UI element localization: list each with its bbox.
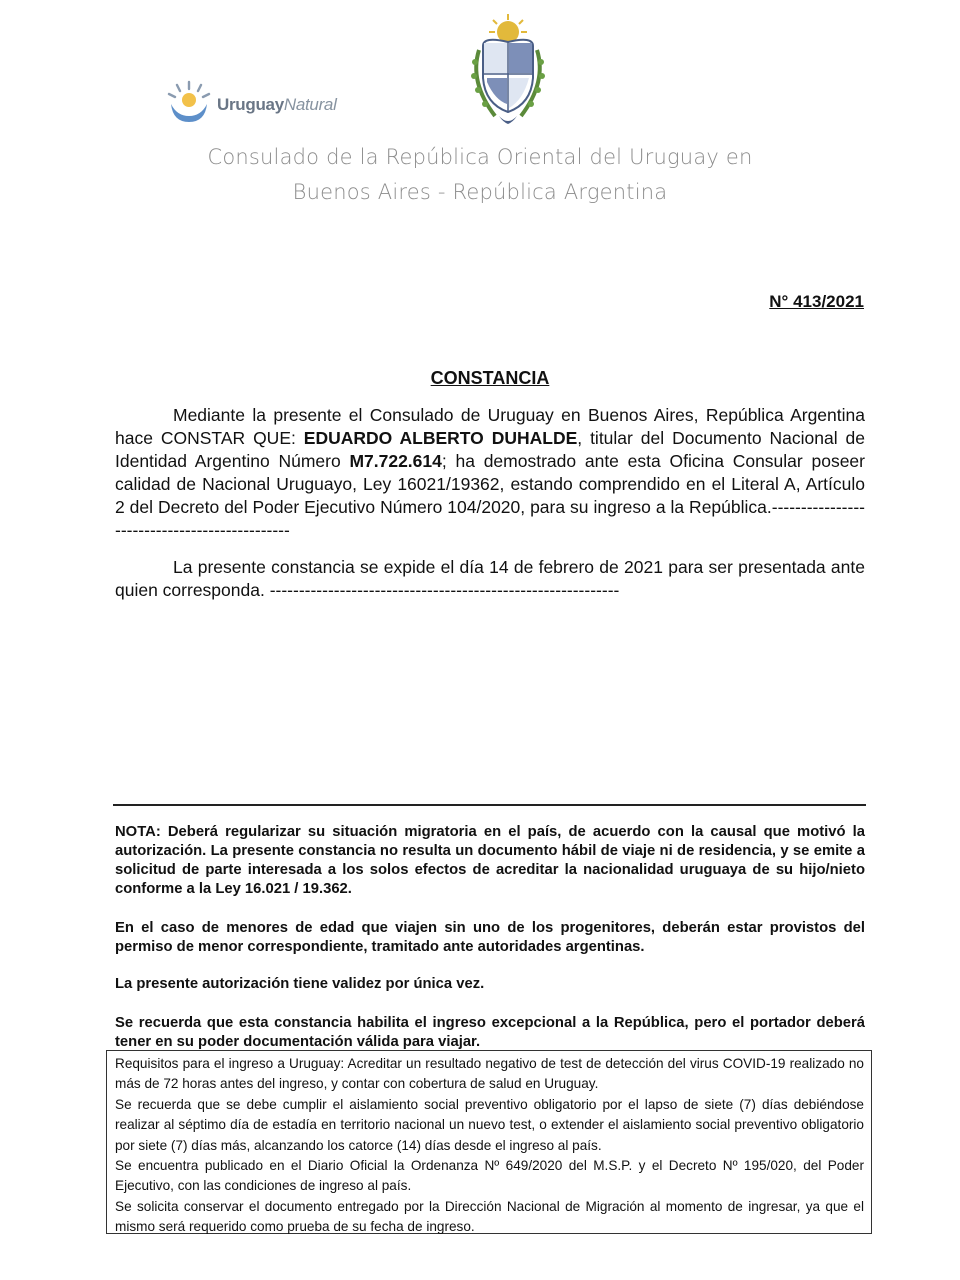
coat-of-arms-emblem (465, 12, 551, 130)
requirement-item: Requisitos para el ingreso a Uruguay: Acreditar un resultado negativo de test de detección del virus COVID-19 realizado no más de 72 horas antes del ingreso, y contar con cobertura de salud en Uruguay. (115, 1056, 864, 1092)
document-title: CONSTANCIA (430, 368, 550, 388)
holder-name: EDUARDO ALBERTO DUHALDE (303, 428, 578, 448)
consulate-header-line-2: Buenos Aires - República Argentina (292, 180, 668, 204)
consulate-header-line-1: Consulado de la República Oriental del Uruguay en (207, 145, 753, 169)
document-number: N° 413/2021 (769, 292, 864, 311)
sun-icon (165, 78, 213, 126)
uruguay-natural-logo (165, 78, 337, 126)
entry-reminder-note: Se recuerda que esta constancia habilita el ingreso excepcional a la República, pero el portador deberá tener en su poder documentación válida para viajar. (115, 1015, 865, 1050)
holder-document-id: M7.722.614 (349, 451, 442, 471)
minors-note: En el caso de menores de edad que viajen sin uno de los progenitores, deberán estar provistos del permiso de menor correspondiente, tramitado ante autoridades argentinas. (115, 920, 865, 955)
requirement-item: Se recuerda que se debe cumplir el aislamiento social preventivo obligatorio por el lapso de siete (7) días debiéndose realizar al séptimo día de estadía en territorio nacional un nuevo test, o extender el aislamiento social preventivo obligatorio por siete (7) días más, alcanzando los catorce (14) días desde el ingreso al país. (115, 1096, 864, 1153)
requirement-item: Se encuentra publicado en el Diario Oficial la Ordenanza Nº 649/2020 del M.S.P. y el Decreto Nº 195/020, del Poder Ejecutivo, con las condiciones de ingreso al país. (115, 1158, 864, 1194)
validity-note: La presente autorización tiene validez por única vez. (115, 976, 485, 992)
main-paragraph: Mediante la presente el Consulado de Uruguay en Buenos Aires, República Argentina hace CONSTAR QUE: EDUARDO ALBERTO DUHALDE, titular del Documento Nacional de Identidad Argentino Número M7.722.614; ha demostrado ante esta Oficina Consular poseer calidad de Nacional Uruguayo, Ley 16021/19362, estando comprendido en el Literal A, Artículo 2 del Decreto del Poder Ejecutivo Número 104/2020, para su ingreso a la República.---------------------------------------------- (115, 405, 865, 540)
requirement-item: Se solicita conservar el documento entregado por la Dirección Nacional de Migración al momento de ingresar, ya que el mismo será requerido como prueba de su fecha de ingreso. (115, 1198, 864, 1235)
note-paragraph: NOTA: Deberá regularizar su situación migratoria en el país, de acuerdo con la causal que motivó la autorización. La presente constancia no resulta un documento hábil de viaje ni de residencia, y se emite a solicitud de parte interesada a los solos efectos de acreditar la nacionalidad uruguaya de su hijo/nieto conforme a la Ley 16.021 / 19.362. (115, 824, 865, 897)
issue-date-paragraph: La presente constancia se expide el día 14 de febrero de 2021 para ser presentada ante quien corresponda. ------------------------------------------------------------ (115, 557, 865, 600)
separator-line (113, 804, 866, 806)
brand-name: UruguayNatural (217, 95, 337, 114)
requirements-box (106, 1050, 872, 1234)
